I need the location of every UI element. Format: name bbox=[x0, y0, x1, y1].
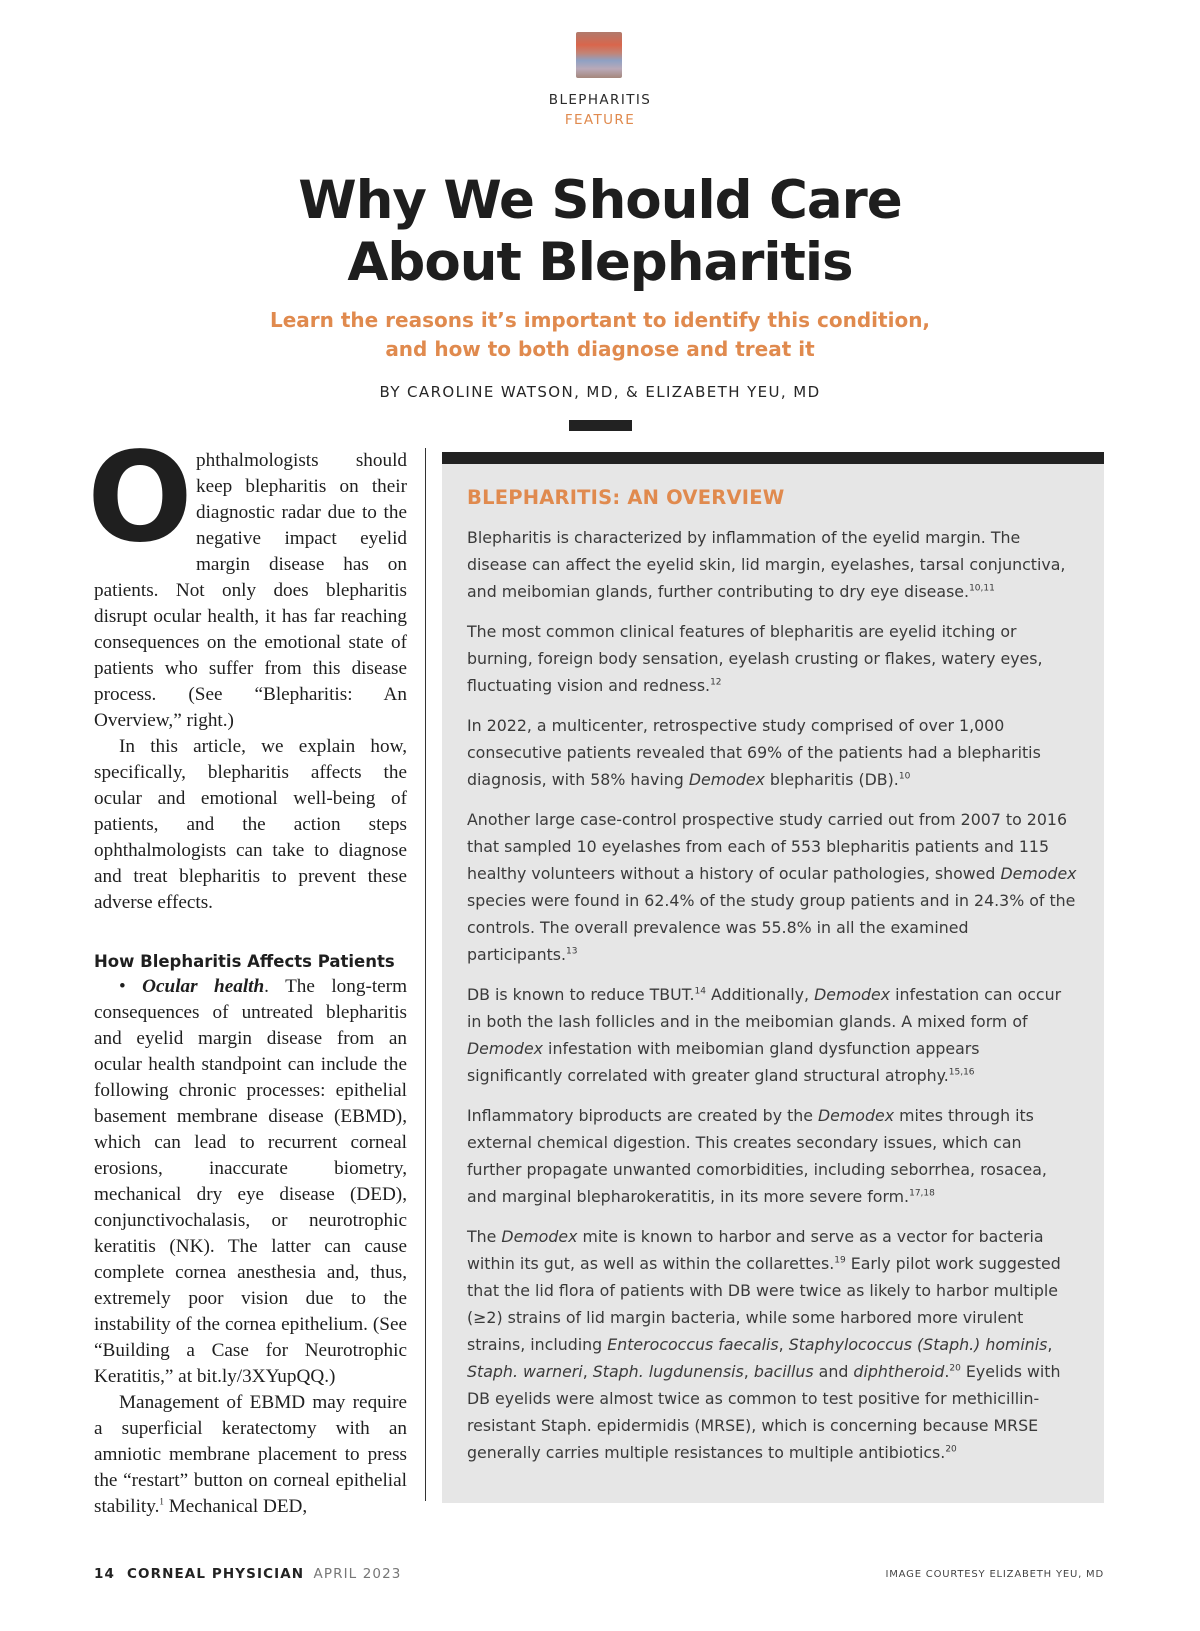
header-thumbnail-image bbox=[576, 32, 622, 78]
title-line-2: About Blepharitis bbox=[347, 232, 853, 293]
article-column bbox=[87, 426, 407, 1517]
sidebar-top-bar bbox=[442, 452, 1104, 464]
intro-text: phthalmologists should keep blepharitis on their diagnostic radar due to the negative impact eyelid margin disease has on patients. Not only does blepharitis disrupt ocular health, it has far reaching consequences on the emotional state of patients who suffer from this disease process. (See “Blepharitis: An Overview,” right.) bbox=[94, 450, 407, 731]
intro-paragraph bbox=[87, 426, 407, 734]
dropcap bbox=[87, 426, 193, 570]
feature-label: FEATURE bbox=[564, 112, 636, 128]
sidebar-title: BLEPHARITIS: AN OVERVIEW bbox=[467, 486, 785, 509]
title-line-1: Why We Should Care bbox=[298, 170, 902, 231]
sidebar-paragraph-4: Another large case-control prospective study carried out from 2007 to 2016 that sampled 10 eyelashes from each of 553 blepharitis patients and 115 healthy volunteers without a history of ocular pathologies, showed Demodex species were found in 62.4% of the study group patients and in 24.3% of the controls. The overall prevalence was 55.8% in all the examined participants.$^{13}$ bbox=[467, 810, 1077, 964]
sidebar-paragraph-2: The most common clinical features of blepharitis are eyelid itching or burning, foreign body sensation, eyelash crusting or flakes, watery eyes, fluctuating vision and redness.$^{12}$ bbox=[467, 622, 1043, 695]
publication-name: CORNEAL PHYSICIAN bbox=[127, 1566, 305, 1582]
sidebar-paragraph-3: In 2022, a multicenter, retrospective study comprised of over 1,000 consecutive patients revealed that 69% of the patients had a blepharitis diagnosis, with 58% having Demodex blepharitis (DB).$^{10}$ bbox=[467, 716, 1041, 789]
subtitle-line-1: Learn the reasons it’s important to identify this condition, bbox=[269, 308, 931, 332]
article-paragraph-2: In this article, we explain how, specifically, blepharitis affects the ocular and emotional well-being of patients, and the action steps ophthalmologists can take to diagnose and treat blepharitis to prevent these adverse effects. bbox=[94, 736, 407, 913]
image-credit: IMAGE COURTESY ELIZABETH YEU, MD bbox=[885, 1569, 1104, 1580]
column-rule bbox=[425, 448, 426, 1501]
sidebar-paragraph-5: DB is known to reduce TBUT.$^{14}$ Additionally, Demodex infestation can occur in both the lash follicles and in the meibomian glands. A mixed form of Demodex infestation with meibomian gland dysfunction appears significantly correlated with greater gland structural atrophy.$^{15,16}$ bbox=[467, 985, 1062, 1085]
section-heading: How Blepharitis Affects Patients bbox=[94, 952, 395, 971]
subtitle bbox=[0, 306, 1200, 364]
bullet-ocular-health: • Ocular health. The long-term consequences of untreated blepharitis and eyelid margin disease from an ocular health standpoint can include the following chronic processes: epithelial basement membrane disease (EBMD), which can lead to recurrent corneal erosions, inaccurate biometry, mechanical dry eye disease (DED), conjunctivochalasis, or neurotrophic keratitis (NK). The latter can cause complete cornea anesthesia and, thus, extremely poor vision due to the instability of the cornea epithelium. (See “Building a Case for Neurotrophic Keratitis,” at bit.ly/3XYupQQ.) bbox=[94, 976, 407, 1387]
subtitle-line-2: and how to both diagnose and treat it bbox=[385, 337, 815, 361]
footer-folio bbox=[94, 1566, 401, 1582]
sidebar-paragraph-6: Inflammatory biproducts are created by the Demodex mites through its external chemical digestion. This creates secondary issues, which can further propagate unwanted comorbidities, including seborrhea, rosacea, and marginal blepharokeratitis, in its more severe form.$^{17,18}$ bbox=[467, 1106, 1047, 1206]
section-kicker: BLEPHARITIS bbox=[548, 92, 652, 108]
bullet-term: Ocular health bbox=[142, 976, 265, 997]
sidebar-paragraph-1: Blepharitis is characterized by inflammation of the eyelid margin. The disease can affect the eyelid skin, lid margin, eyelashes, tarsal conjunctiva, and meibomian glands, further contributing to dry eye disease.$^{10,11}$ bbox=[467, 528, 1066, 601]
sidebar-content bbox=[467, 484, 1079, 1479]
dropcap-glyph bbox=[87, 426, 193, 570]
article-paragraph-4: Management of EBMD may require a superficial keratectomy with an amniotic membrane placement to press the “restart” button on corneal epithelial stability.$^1$ Mechanical DED, bbox=[94, 1392, 407, 1517]
page-title bbox=[0, 170, 1200, 294]
byline: BY CAROLINE WATSON, MD, & ELIZABETH YEU, MD bbox=[379, 383, 821, 401]
sidebar-box bbox=[442, 452, 1104, 1503]
sidebar-paragraph-7: The Demodex mite is known to harbor and serve as a vector for bacteria within its gut, as well as within the collarettes.$^{19}$ Early pilot work suggested that the lid flora of patients with DB were twice as likely to harbor multiple (≥2) strains of lid margin bacteria, while some harbored more virulent strains, including Enterococcus faecalis, Staphylococcus (Staph.) hominis, Staph. warneri, Staph. lugdunensis, bacillus and diphtheroid.$^{20}$ Eyelids with DB eyelids were almost twice as common to test positive for methicillin-resistant Staph. epidermidis (MRSE), which is concerning because MRSE generally carries multiple resistances to multiple antibiotics.$^{20}$ bbox=[467, 1227, 1061, 1462]
page-number: 14 bbox=[94, 1566, 115, 1582]
title-divider bbox=[569, 420, 632, 431]
issue-date: APRIL 2023 bbox=[313, 1566, 402, 1582]
svg-text:O: O bbox=[87, 426, 193, 570]
